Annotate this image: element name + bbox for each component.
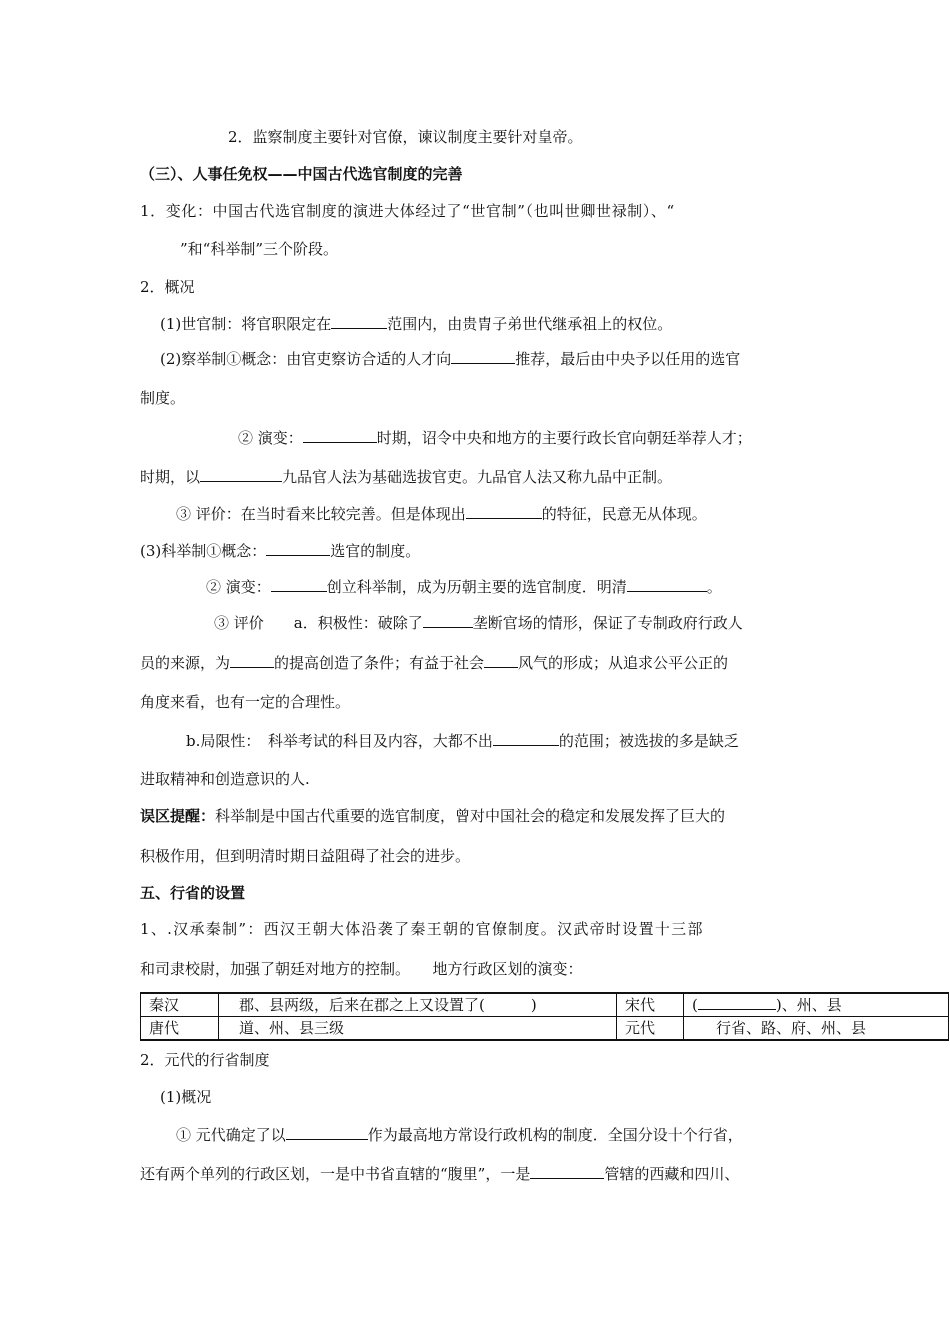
text-segment: )、州、县 [775, 996, 842, 1014]
text-segment: ③ 评价 a．积极性：破除了 [214, 614, 423, 632]
section-heading: 五、行省的设置 [140, 884, 246, 902]
text-line [140, 540, 420, 561]
table-row [141, 993, 949, 1017]
text-line [214, 612, 743, 633]
text-segment: 九品官人法为基础选拔官吏。九品官人法又称九品中正制。 [282, 468, 673, 486]
text-segment: 垄断官场的情形，保证了专制政府行政人 [472, 614, 743, 632]
text-line [176, 1124, 743, 1145]
fill-blank [331, 313, 387, 329]
text-line [186, 730, 739, 751]
text-line: 2．概况 [140, 278, 195, 296]
text-segment: ) [530, 996, 537, 1014]
fill-blank [286, 1124, 368, 1140]
text-segment: 范围内，由贵胄子弟世代继承祖上的权位。 [387, 315, 673, 333]
fill-blank [423, 612, 473, 628]
text-line [206, 576, 722, 597]
text-line: 制度。 [140, 389, 186, 407]
table-cell-dynasty: 元代 [617, 1017, 684, 1041]
text-segment: 的提高创造了条件；有益于社会 [274, 654, 485, 672]
fill-blank [271, 576, 327, 592]
text-line: 1、.汉承秦制”：西汉王朝大体沿袭了秦王朝的官僚制度。汉武帝时设置十三部 [140, 920, 704, 938]
text-segment: 郡、县两级，后来在郡之上又设置了( [239, 996, 485, 1014]
text-segment: 时期，诏令中央和地方的主要行政长官向朝廷举荐人才； [376, 429, 752, 447]
text-segment: 的特征，民意无从体现。 [541, 505, 707, 523]
table-cell-description [219, 993, 617, 1017]
text-line [238, 427, 752, 448]
text-segment: b.局限性： 科举考试的科目及内容，大都不出 [186, 732, 493, 750]
fill-blank [530, 1163, 604, 1179]
text-segment: ① 元代确定了以 [176, 1126, 286, 1144]
text-segment: ② 演变： [238, 429, 303, 447]
table-cell-dynasty: 秦汉 [141, 993, 219, 1017]
table-cell-dynasty: 唐代 [141, 1017, 219, 1041]
text-segment: 风气的形成；从追求公平公正的 [518, 654, 729, 672]
section-heading: （三）、人事任免权——中国古代选官制度的完善 [140, 165, 463, 183]
text-segment: 还有两个单列的行政区划，一是中书省直辖的“腹里”，一是 [140, 1165, 531, 1183]
fill-blank [484, 652, 518, 668]
fill-blank [466, 503, 542, 519]
text-segment: 时期，以 [140, 468, 201, 486]
text-segment: ② 演变： [206, 578, 271, 596]
fill-blank [451, 348, 515, 364]
table-cell-description: 道、州、县三级 [219, 1017, 617, 1041]
table-cell-dynasty: 宋代 [617, 993, 684, 1017]
paren-blank [698, 995, 776, 1010]
text-line [140, 652, 728, 673]
text-line: 角度来看，也有一定的合理性。 [140, 693, 351, 711]
text-segment: 管辖的西藏和四川、 [604, 1165, 740, 1183]
text-segment: 。 [706, 578, 722, 596]
fill-blank [627, 576, 707, 592]
text-segment: 科举制是中国古代重要的选官制度，曾对中国社会的稳定和发展发挥了巨大的 [215, 807, 726, 825]
fill-blank [230, 652, 274, 668]
text-line [176, 503, 707, 524]
text-segment: 的范围；被选拔的多是缺乏 [558, 732, 739, 750]
fill-blank [493, 730, 559, 746]
text-line [160, 348, 740, 369]
text-segment: 员的来源，为 [140, 654, 231, 672]
table-cell-description [684, 993, 949, 1017]
text-line: 1．变化：中国古代选官制度的演进大体经过了“世官制”（也叫世卿世禄制）、“ [140, 202, 675, 220]
table-cell-description: 行省、路、府、州、县 [684, 1017, 949, 1041]
text-segment: (2)察举制①概念：由官吏察访合适的人才向 [160, 350, 452, 368]
text-line [140, 1163, 739, 1184]
text-line [140, 466, 672, 487]
text-segment: 作为最高地方常设行政机构的制度．全国分设十个行省， [367, 1126, 743, 1144]
text-line: ”和“科举制”三个阶段。 [180, 240, 339, 258]
text-line [160, 313, 672, 334]
text-segment: ③ 评价：在当时看来比较完善。但是体现出 [176, 505, 466, 523]
text-segment: ( [692, 996, 698, 1014]
table-row [141, 1017, 949, 1041]
fill-blank [200, 466, 282, 482]
text-segment: 推荐，最后由中央予以任用的选官 [515, 350, 741, 368]
text-segment: (3)科举制①概念： [140, 542, 267, 560]
text-segment: (1)世官制：将官职限定在 [160, 315, 332, 333]
text-line: 2．监察制度主要针对官僚，谏议制度主要针对皇帝。 [228, 128, 583, 146]
text-line [140, 806, 725, 826]
text-line: (1)概况 [160, 1088, 212, 1106]
fill-blank [303, 427, 377, 443]
text-segment: 选官的制度。 [330, 542, 421, 560]
tip-label: 误区提醒： [140, 807, 216, 825]
text-segment: 创立科举制，成为历朝主要的选官制度．明清 [326, 578, 627, 596]
text-line: 进取精神和创造意识的人. [140, 770, 310, 788]
admin-division-table [140, 992, 949, 1041]
text-line: 积极作用，但到明清时期日益阻碍了社会的进步。 [140, 847, 471, 865]
text-line: 2．元代的行省制度 [140, 1051, 270, 1069]
fill-blank [266, 540, 330, 556]
text-line: 和司隶校尉，加强了朝廷对地方的控制。 地方行政区划的演变： [140, 960, 583, 978]
